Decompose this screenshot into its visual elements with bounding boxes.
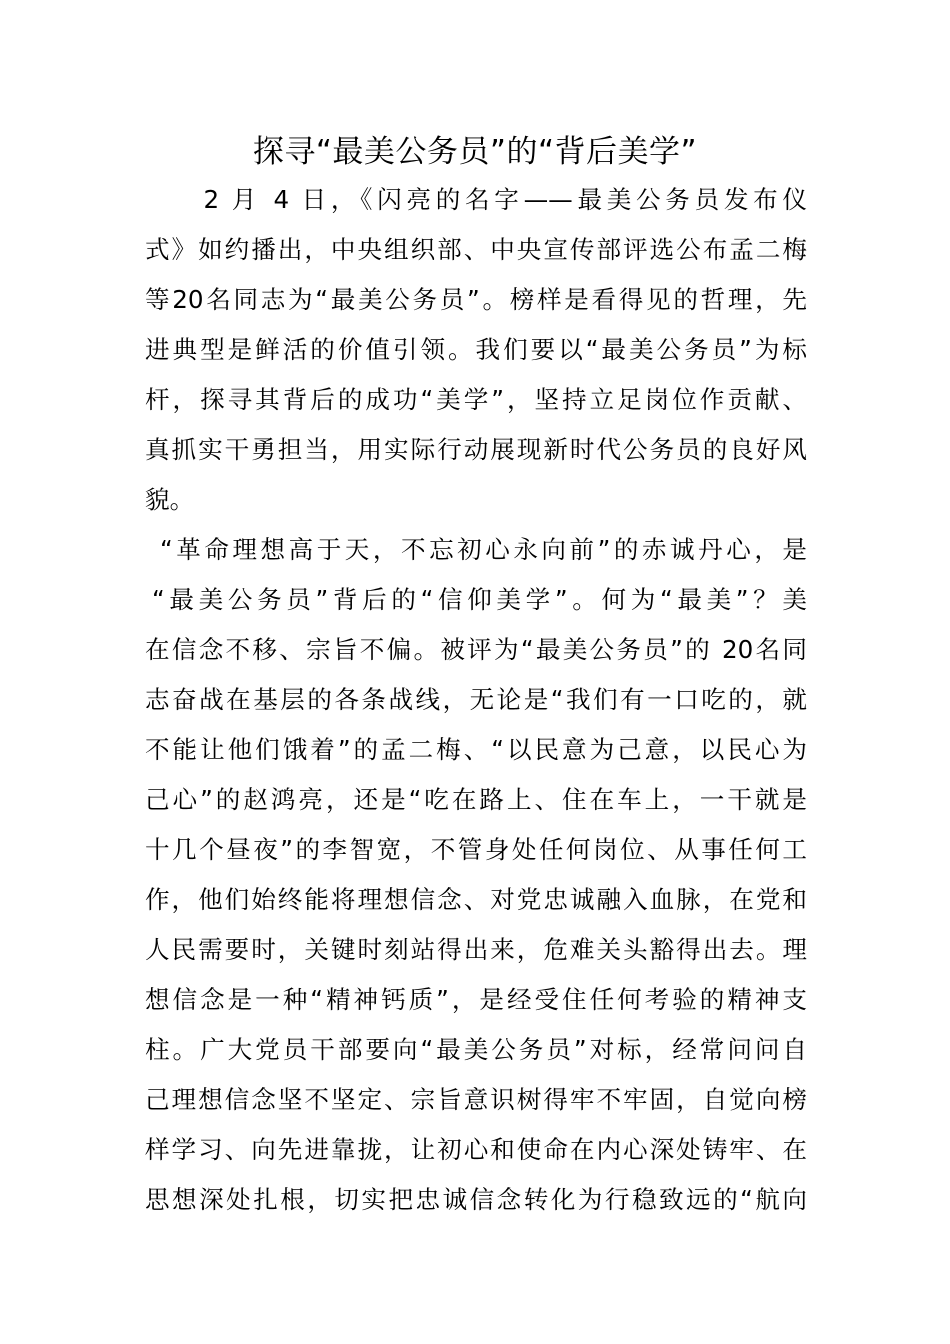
paragraph-line: 样学习、向先进靠拢，让初心和使命在内心深处铸牢、在	[145, 1135, 807, 1164]
paragraph-line: 不能让他们饿着”的孟二梅、“以民意为己意，以民心为	[145, 735, 807, 764]
paragraph-line: 思想深处扎根，切实把忠诚信念转化为行稳致远的“航向	[145, 1185, 807, 1214]
paragraph-line: 十几个昼夜”的李智宽，不管身处任何岗位、从事任何工	[145, 835, 807, 864]
document-title: 探寻“最美公务员”的“背后美学”	[252, 134, 698, 170]
paragraph-line: 在信念不移、宗旨不偏。被评为“最美公务员”的 20名同	[145, 635, 807, 664]
paragraph-line: 进典型是鲜活的价值引领。我们要以“最美公务员”为标	[145, 335, 807, 364]
paragraph-line: 人民需要时，关键时刻站得出来，危难关头豁得出去。理	[145, 935, 807, 964]
paragraph-line: 柱。广大党员干部要向“最美公务员”对标，经常问问自	[145, 1035, 807, 1064]
paragraph-line: “最美公务员”背后的“信仰美学”。何为“最美”？美	[152, 585, 807, 614]
paragraph-line: 2 月 4 日，《闪亮的名字——最美公务员发布仪	[145, 185, 807, 214]
paragraph-line: 杆，探寻其背后的成功“美学”，坚持立足岗位作贡献、	[145, 385, 807, 414]
paragraph-line: 己心”的赵鸿亮，还是“吃在路上、住在车上，一干就是	[145, 785, 807, 814]
paragraph-line: 己理想信念坚不坚定、宗旨意识树得牢不牢固，自觉向榜	[145, 1085, 807, 1114]
paragraph-line: 式》如约播出，中央组织部、中央宣传部评选公布孟二梅	[145, 235, 807, 264]
paragraph-line: 作，他们始终能将理想信念、对党忠诚融入血脉，在党和	[145, 885, 807, 914]
paragraph-line: 真抓实干勇担当，用实际行动展现新时代公务员的良好风	[145, 435, 807, 464]
paragraph-line: 志奋战在基层的各条战线，无论是“我们有一口吃的，就	[145, 685, 807, 714]
paragraph-line: 等20名同志为“最美公务员”。榜样是看得见的哲理，先	[145, 285, 807, 314]
paragraph-line: 貌。	[145, 485, 195, 514]
paragraph-line: “革命理想高于天，不忘初心永向前”的赤诚丹心，是	[160, 535, 807, 564]
paragraph-line: 想信念是一种“精神钙质”，是经受住任何考验的精神支	[145, 985, 807, 1014]
